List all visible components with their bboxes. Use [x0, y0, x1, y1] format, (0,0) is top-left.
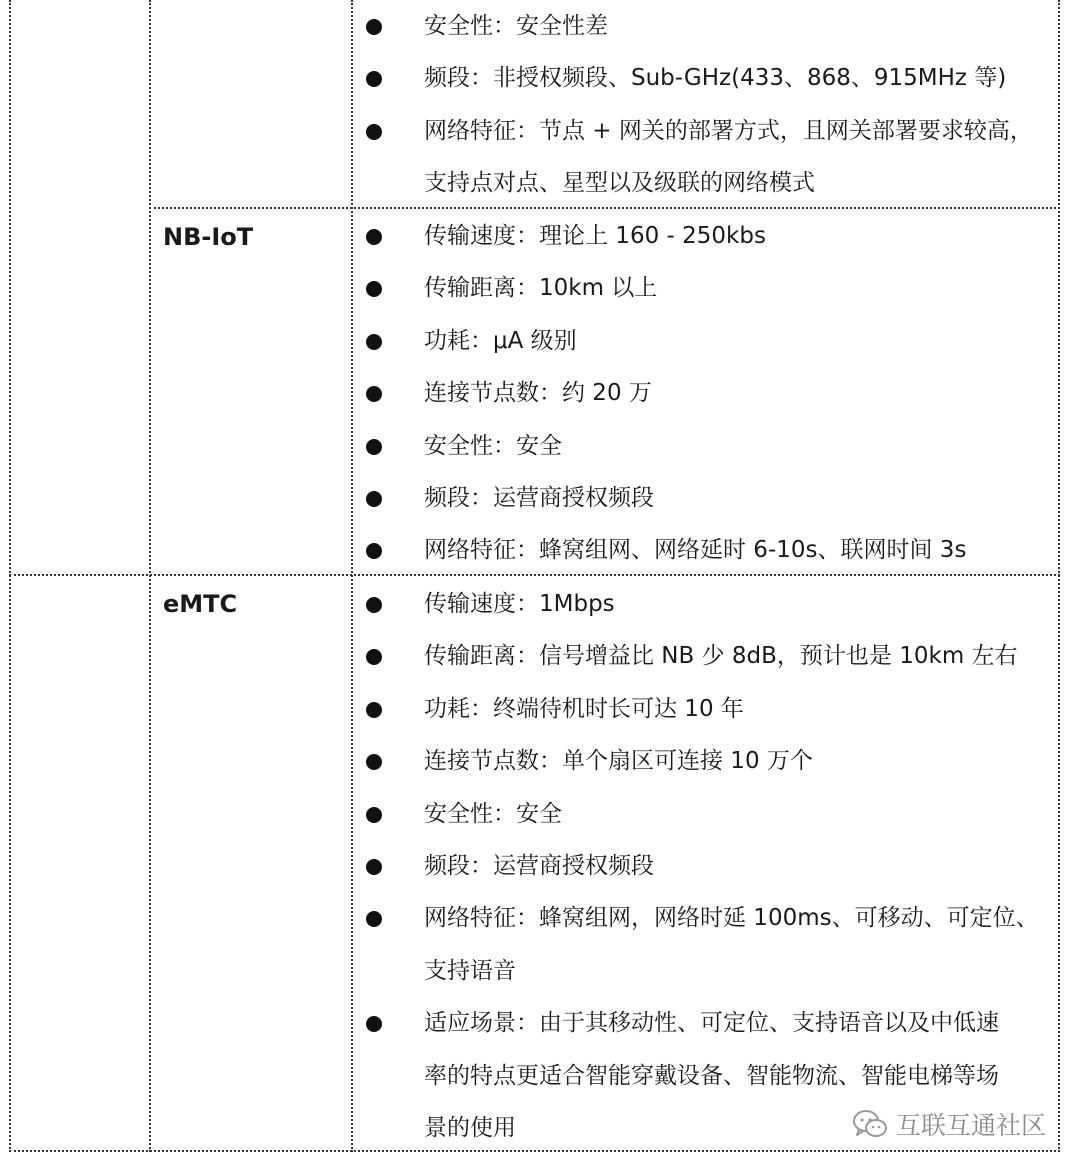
feature-text-line: 景的使用	[424, 1114, 516, 1141]
feature-list-emtc	[352, 578, 1057, 1154]
feature-item	[352, 788, 1057, 840]
wechat-icon	[850, 1104, 890, 1144]
feature-text-line: 连接节点数：单个扇区可连接 10 万个	[424, 748, 813, 775]
feature-text-line: 传输距离：信号增益比 NB 少 8dB，预计也是 10km 左右	[424, 643, 1018, 670]
feature-item	[352, 315, 1057, 367]
feature-item	[352, 105, 1057, 210]
feature-item	[352, 262, 1057, 314]
feature-text-line: 传输距离：10km 以上	[424, 275, 658, 302]
feature-text-line: 功耗：μA 级别	[424, 327, 577, 354]
feature-item	[352, 472, 1057, 524]
feature-text-line: 频段：运营商授权频段	[424, 484, 654, 511]
feature-text-line: 频段：运营商授权频段	[424, 852, 654, 879]
feature-text-line: 传输速度：1Mbps	[424, 591, 615, 617]
feature-item	[352, 578, 1057, 630]
feature-item	[352, 0, 1057, 52]
feature-text-line: 安全性：安全性差	[424, 13, 608, 39]
feature-list-continued	[352, 0, 1057, 210]
feature-text-line: 安全性：安全	[424, 432, 562, 459]
feature-item	[352, 524, 1057, 576]
watermark	[850, 1104, 1046, 1144]
feature-text-line: 支持语音	[424, 957, 516, 984]
watermark-text: 互联互通社区	[895, 1111, 1046, 1140]
feature-item	[352, 892, 1057, 997]
feature-text-line: 网络特征：蜂窝组网，网络时延 100ms、可移动、可定位、	[424, 905, 1039, 932]
feature-text-line: 频段：非授权频段、Sub-GHz(433、868、915MHz 等)	[424, 65, 1007, 92]
table-border-left	[9, 0, 11, 1152]
feature-text-line: 网络特征：蜂窝组网、网络延时 6-10s、联网时间 3s	[424, 537, 967, 564]
feature-item	[352, 630, 1057, 682]
protocol-name-emtc: eMTC	[163, 590, 238, 618]
feature-text-line: 率的特点更适合智能穿戴设备、智能物流、智能电梯等场	[424, 1062, 999, 1089]
table-border-right	[1058, 0, 1060, 1152]
feature-list-nbiot	[352, 210, 1057, 577]
feature-text-line: 适应场景：由于其移动性、可定位、支持语音以及中低速	[424, 1010, 999, 1037]
feature-text-line: 功耗：终端待机时长可达 10 年	[424, 695, 744, 722]
feature-item	[352, 420, 1057, 472]
feature-item	[352, 683, 1057, 735]
feature-text-line: 网络特征：节点 + 网关的部署方式，且网关部署要求较高，	[424, 117, 1033, 144]
feature-item	[352, 735, 1057, 787]
feature-item	[352, 210, 1057, 262]
column-divider-1	[149, 0, 151, 1152]
protocol-name-nbiot: NB-IoT	[163, 223, 254, 251]
feature-item	[352, 52, 1057, 104]
feature-item	[352, 840, 1057, 892]
feature-text-line: 传输速度：理论上 160 - 250kbs	[424, 223, 766, 249]
feature-text-line: 连接节点数：约 20 万	[424, 380, 652, 407]
feature-text-line: 安全性：安全	[424, 800, 562, 827]
feature-text-line: 支持点对点、星型以及级联的网络模式	[424, 170, 815, 197]
feature-item	[352, 367, 1057, 419]
